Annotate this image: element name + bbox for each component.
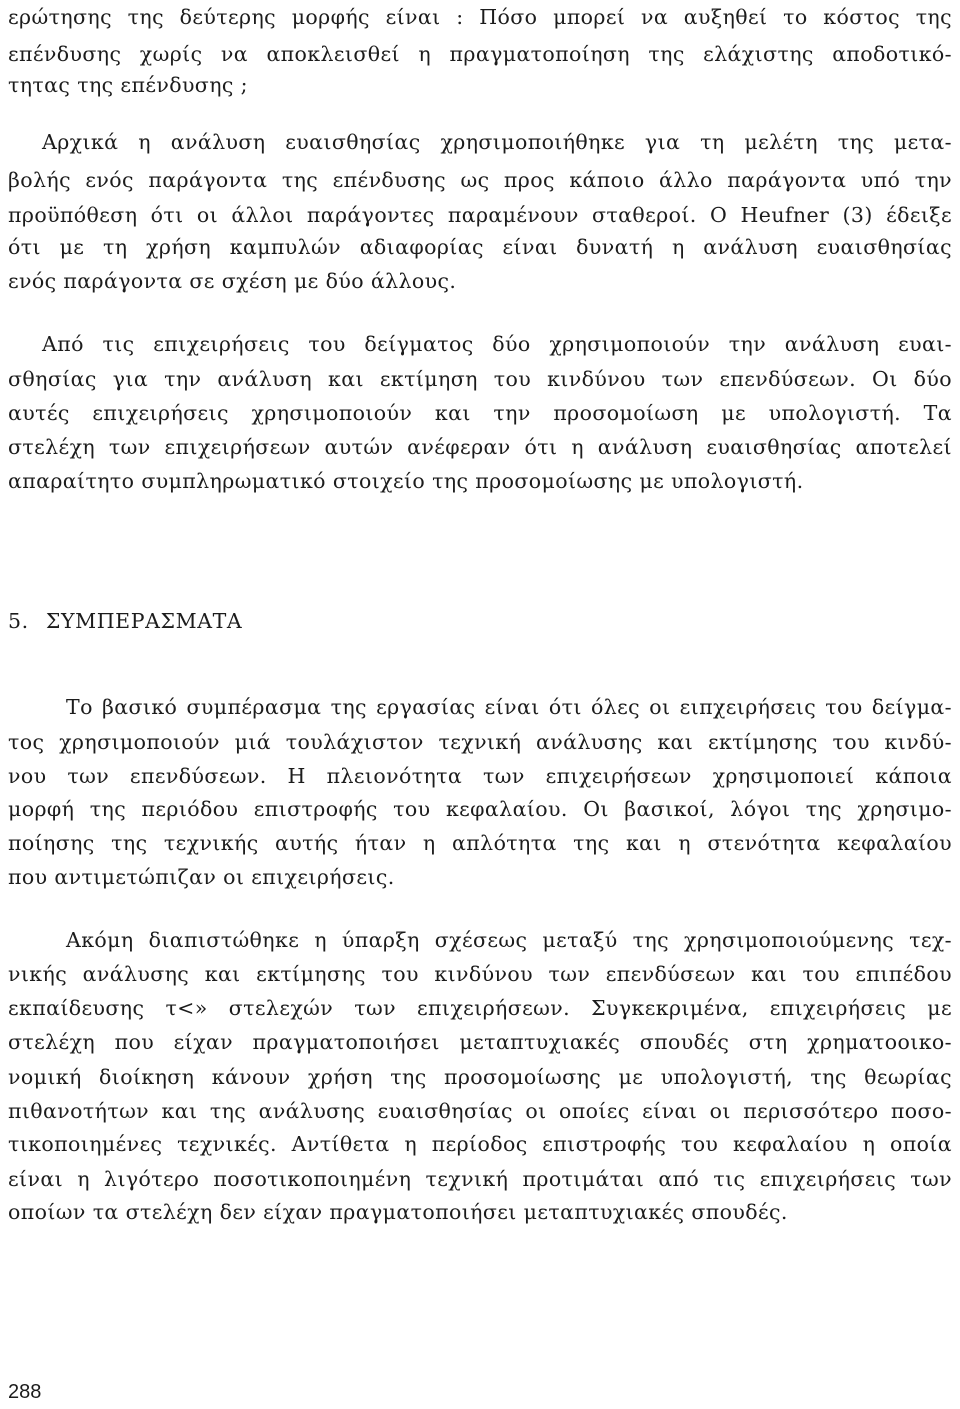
- text-line: αυτές επιχειρήσεις χρησιμοποιούν και την προσομοίωση με υπολογιστή. Τα: [8, 401, 952, 425]
- text-line: ενός παράγοντα σε σχέση με δύο άλλους.: [8, 269, 457, 293]
- text-line: απαραίτητο συμπληρωματικό στοιχείο της προσομοίωσης με υπολογιστή.: [8, 469, 804, 493]
- text-line: νου των επενδύσεων. Η πλειονότητα των επιχειρήσεων χρησιμοποιεί κάποια: [8, 764, 952, 788]
- section-number: 5.: [8, 609, 29, 633]
- text-line: Το βασικό συμπέρασμα της εργασίας είναι ότι όλες οι ειπχειρήσεις του δείγμα-: [66, 695, 952, 719]
- text-line: σθησίας για την ανάλυση και εκτίμηση του κινδύνου των επενδύσεων. Οι δύο: [8, 367, 952, 391]
- text-line: μορφή της περιόδου επιστροφής του κεφαλαίου. Οι βασικοί, λόγοι της χρησιμο-: [8, 797, 952, 821]
- text-line: ότι με τη χρήση καμπυλών αδιαφορίας είναι δυνατή η ανάλυση ευαισθησίας: [8, 235, 952, 259]
- section-title: ΣΥΜΠΕΡΑΣΜΑΤΑ: [45, 609, 243, 633]
- text-line: που αντιμετώπιζαν οι επιχειρήσεις.: [8, 865, 395, 889]
- text-line: νικής ανάλυσης και εκτίμησης του κινδύνου των επενδύσεων και του επιπέδου: [8, 962, 952, 986]
- text-line: στελέχη που είχαν πραγματοποιήσει μεταπτυχιακές σπουδές στη χρηματοοικο-: [8, 1030, 952, 1054]
- text-line: οποίων τα στελέχη δεν είχαν πραγματοποιήσει μεταπτυχιακές σπουδές.: [8, 1200, 788, 1224]
- text-line: ποίησης της τεχνικής αυτής ήταν η απλότητα της και η στενότητα κεφαλαίου: [8, 831, 952, 855]
- text-line: Από τις επιχειρήσεις του δείγματος δύο χρησιμοποιούν την ανάλυση ευαι-: [42, 332, 952, 356]
- section-heading: [8, 604, 242, 638]
- text-line: βολής ενός παράγοντα της επένδυσης ως προς κάποιο άλλο παράγοντα υπό την: [8, 168, 952, 192]
- text-line: τικοποιημένες τεχνικές. Αντίθετα η περίοδος επιστροφής του κεφαλαίου η οποία: [8, 1132, 952, 1156]
- text-line: προϋπόθεση ότι οι άλλοι παράγοντες παραμένουν σταθεροί. Ο Heufner (3) έδειξε: [8, 203, 952, 227]
- text-line: είναι η λιγότερο ποσοτικοποιημένη τεχνική προτιμάται από τις επιχειρήσεις των: [8, 1167, 952, 1191]
- text-line: πιθανοτήτων και της ανάλυσης ευαισθησίας οι οποίες είναι οι περισσότερο ποσο-: [8, 1099, 952, 1123]
- text-line: νομική διοίκηση κάνουν χρήση της προσομοίωσης με υπολογιστή, της θεωρίας: [8, 1065, 952, 1089]
- text-line: ερώτησης της δεύτερης μορφής είναι : Πόσο μπορεί να αυξηθεί το κόστος της: [8, 5, 952, 29]
- text-line: τος χρησιμοποιούν μιά τουλάχιστον τεχνική ανάλυσης και εκτίμησης του κινδύ-: [8, 730, 952, 754]
- text-line: τητας της επένδυσης ;: [8, 73, 248, 97]
- text-line: εκπαίδευσης τ<» στελεχών των επιχειρήσεων. Συγκεκριμένα, επιχειρήσεις με: [8, 996, 952, 1020]
- text-line: επένδυσης χωρίς να αποκλεισθεί η πραγματοποίηση της ελάχιστης αποδοτικό-: [8, 42, 952, 66]
- text-line: στελέχη των επιχειρήσεων αυτών ανέφεραν ότι η ανάλυση ευαισθησίας αποτελεί: [8, 435, 952, 459]
- text-line: Ακόμη διαπιστώθηκε η ύπαρξη σχέσεως μεταξύ της χρησιμοποιούμενης τεχ-: [66, 928, 952, 952]
- page-number: 288: [8, 1381, 42, 1403]
- text-line: Αρχικά η ανάλυση ευαισθησίας χρησιμοποιήθηκε για τη μελέτη της μετα-: [42, 130, 952, 154]
